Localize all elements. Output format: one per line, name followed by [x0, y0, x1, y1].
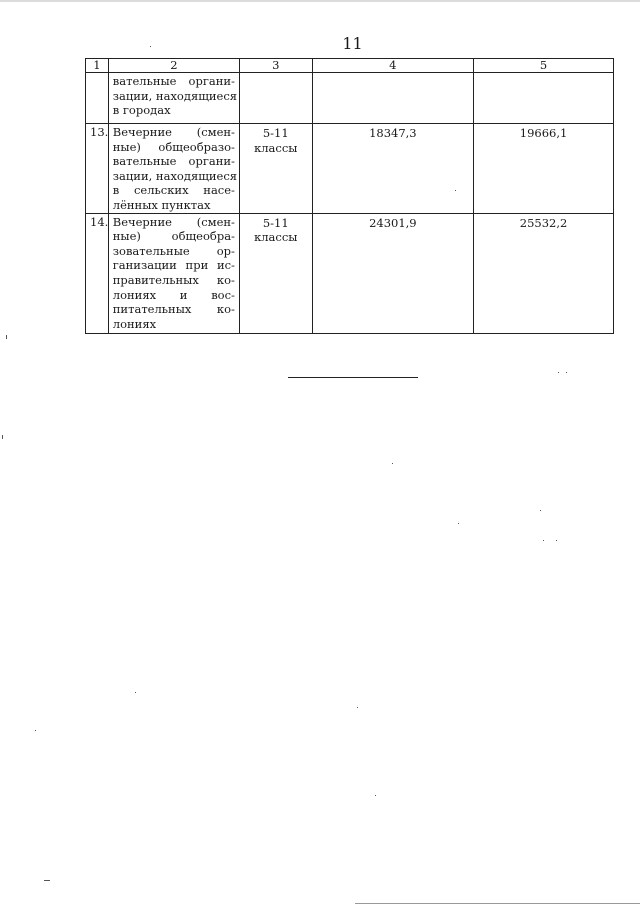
scan-speck	[558, 372, 559, 373]
table-row	[86, 73, 614, 124]
row-number	[86, 73, 109, 124]
row-value-col5: 19666,1	[474, 124, 614, 214]
row-value-col4: 24301,9	[312, 213, 474, 333]
scan-speck	[2, 435, 3, 439]
header-col-1: 1	[86, 59, 109, 73]
scan-speck	[35, 730, 36, 731]
scan-bottom-edge	[355, 903, 640, 904]
description-line: питательных ко-	[112, 302, 235, 317]
description-line: лённых пунктах	[112, 197, 211, 212]
description-line: в сельских насе-	[112, 183, 235, 198]
description-line: зации, находящиеся	[112, 168, 238, 183]
scan-speck	[566, 372, 567, 373]
description-line: в городах	[112, 103, 171, 118]
header-col-4: 4	[312, 59, 474, 73]
description-line: правительных ко-	[112, 272, 235, 287]
row-classes	[239, 73, 312, 124]
row-number: 14.	[86, 213, 109, 333]
classes-label: классы	[254, 230, 298, 245]
scan-speck	[540, 510, 541, 511]
scan-speck	[357, 707, 358, 708]
row-description	[108, 213, 239, 333]
table-header-row	[86, 59, 614, 73]
tariff-table	[85, 58, 614, 334]
description-line: лониях	[112, 316, 157, 331]
row-number: 13.	[86, 124, 109, 214]
header-col-5: 5	[474, 59, 614, 73]
scan-speck	[458, 523, 459, 524]
scan-speck	[543, 540, 544, 541]
page-number: 11	[342, 34, 363, 53]
row-classes	[239, 213, 312, 333]
description-line: ные) общеобра-	[112, 229, 235, 244]
description-line: Вечерние (смен-	[112, 125, 235, 139]
header-col-2: 2	[108, 59, 239, 73]
description-line: зации, находящиеся	[112, 88, 238, 103]
description-line: зовательные ор-	[112, 243, 235, 258]
scan-speck	[455, 190, 456, 191]
row-description	[108, 73, 239, 124]
description-line: ганизации при ис-	[112, 258, 235, 273]
description-line: вательные органи-	[112, 74, 235, 88]
scan-speck	[44, 880, 50, 881]
row-value-col4: 18347,3	[312, 124, 474, 214]
scan-speck	[135, 692, 136, 693]
row-value-col5: 25532,2	[474, 213, 614, 333]
description-line: ные) общеобразо-	[112, 139, 235, 154]
scan-speck	[6, 335, 7, 339]
scan-top-edge	[0, 0, 640, 2]
row-value-col4	[312, 73, 474, 124]
classes-range: 5-11	[262, 126, 289, 140]
row-description	[108, 124, 239, 214]
row-classes	[239, 124, 312, 214]
scan-speck	[556, 540, 557, 541]
row-value-col5	[474, 73, 614, 124]
description-line: вательные органи-	[112, 154, 235, 169]
scan-speck	[375, 795, 376, 796]
header-col-3: 3	[239, 59, 312, 73]
scan-speck	[392, 463, 393, 464]
scan-speck	[150, 46, 151, 47]
table-row	[86, 124, 614, 214]
table-row	[86, 213, 614, 333]
classes-range: 5-11	[262, 215, 289, 230]
description-line: Вечерние (смен-	[112, 214, 235, 229]
classes-label: классы	[254, 140, 298, 155]
description-line: лониях и вос-	[112, 287, 235, 302]
end-of-document-rule	[288, 377, 418, 378]
